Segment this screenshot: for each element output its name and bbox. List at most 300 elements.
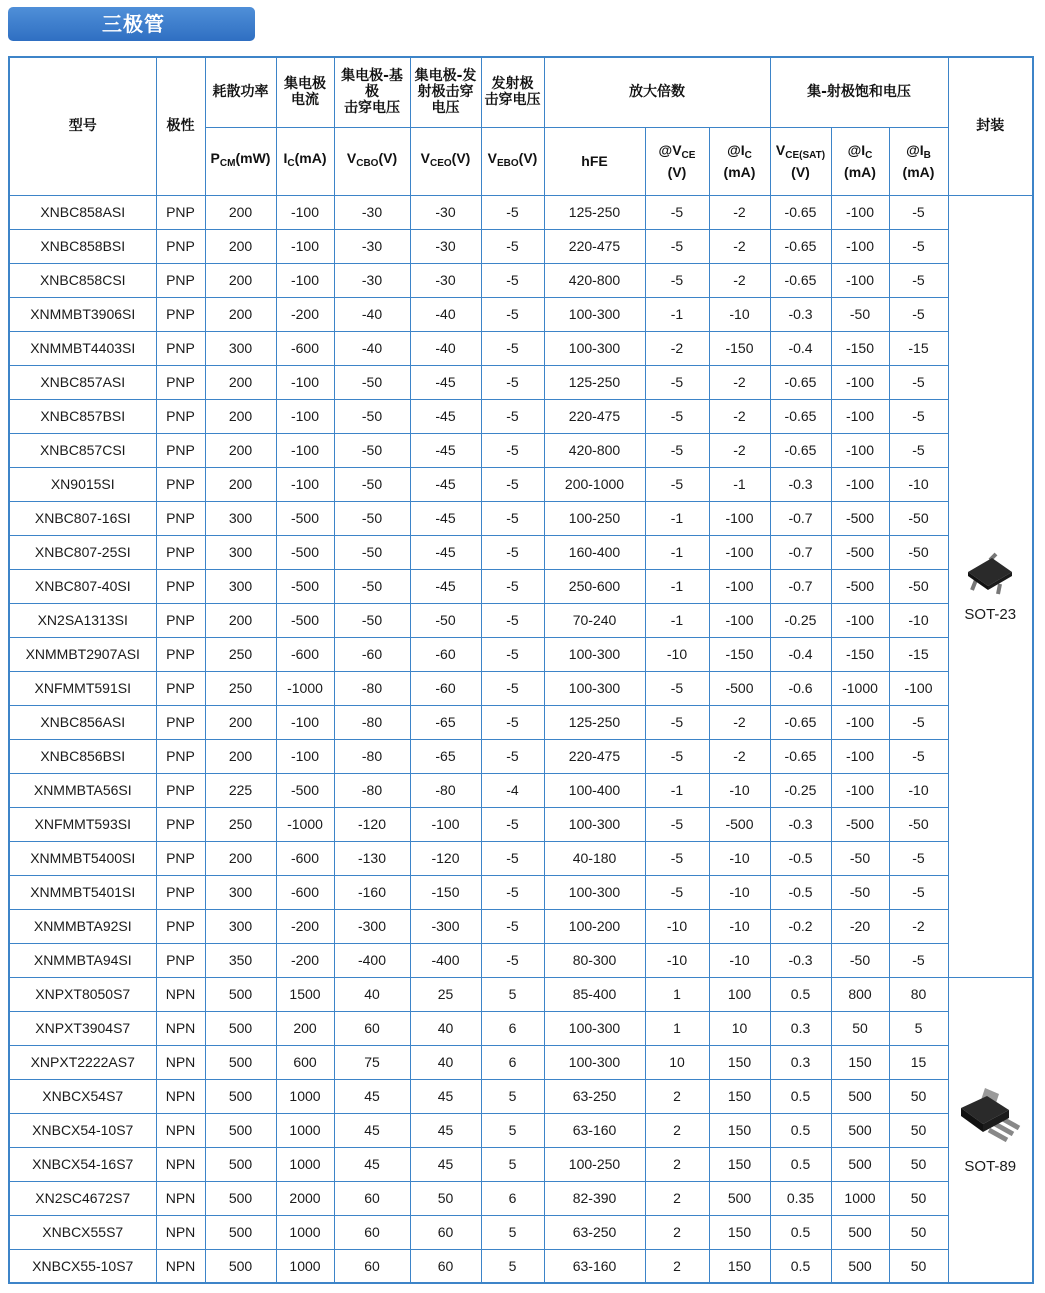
value-cell: -45 — [410, 433, 481, 467]
value-cell: 0.3 — [770, 1045, 831, 1079]
value-cell: 200-1000 — [544, 467, 645, 501]
value-cell: -600 — [276, 331, 334, 365]
value-cell: -50 — [889, 807, 948, 841]
value-cell: -50 — [831, 297, 889, 331]
value-cell: PNP — [156, 331, 205, 365]
value-cell: 500 — [205, 1181, 276, 1215]
value-cell: 200 — [205, 467, 276, 501]
value-cell: -500 — [831, 569, 889, 603]
value-cell: PNP — [156, 569, 205, 603]
package-header: 封装 — [948, 57, 1033, 195]
value-cell: 125-250 — [544, 365, 645, 399]
pcm-unit: $P_{CM}(mW)$ — [205, 127, 276, 195]
model-cell: XNMMBTA94SI — [9, 943, 156, 977]
model-cell: XNBC857BSI — [9, 399, 156, 433]
package-cell — [948, 977, 1033, 1283]
value-cell: -10 — [889, 603, 948, 637]
table-row — [9, 1113, 1033, 1147]
value-cell: 63-250 — [544, 1215, 645, 1249]
value-cell: -5 — [645, 467, 709, 501]
value-cell: 0.5 — [770, 1249, 831, 1283]
value-cell: -5 — [645, 229, 709, 263]
value-cell: -50 — [831, 875, 889, 909]
table-row — [9, 1045, 1033, 1079]
value-cell: -5 — [481, 195, 544, 229]
value-cell: -60 — [410, 637, 481, 671]
value-cell: 6 — [481, 1011, 544, 1045]
value-cell: -100 — [831, 739, 889, 773]
pcm-header: 耗散功率 — [205, 57, 276, 127]
value-cell: -10 — [645, 637, 709, 671]
value-cell: 60 — [334, 1181, 410, 1215]
value-cell: -200 — [276, 297, 334, 331]
value-cell: PNP — [156, 467, 205, 501]
value-cell: -5 — [481, 637, 544, 671]
value-cell: -150 — [709, 637, 770, 671]
saturation-header: 集-射极饱和电压 — [770, 57, 948, 127]
value-cell: NPN — [156, 977, 205, 1011]
value-cell: 80-300 — [544, 943, 645, 977]
value-cell: -50 — [410, 603, 481, 637]
value-cell: NPN — [156, 1249, 205, 1283]
vcbo-unit: $V_{CBO}(V)$ — [334, 127, 410, 195]
at-vce-unit: $@V_{CE}$ (V) — [645, 127, 709, 195]
value-cell: NPN — [156, 1079, 205, 1113]
value-cell: -50 — [334, 501, 410, 535]
value-cell: -5 — [481, 433, 544, 467]
model-cell: XNMMBT4403SI — [9, 331, 156, 365]
value-cell: -5 — [889, 263, 948, 297]
value-cell: NPN — [156, 1011, 205, 1045]
value-cell: -1 — [709, 467, 770, 501]
value-cell: -150 — [709, 331, 770, 365]
value-cell: -0.7 — [770, 501, 831, 535]
value-cell: -1 — [645, 603, 709, 637]
value-cell: -200 — [276, 909, 334, 943]
value-cell: 5 — [481, 1147, 544, 1181]
model-cell: XN2SC4672S7 — [9, 1181, 156, 1215]
value-cell: 200 — [205, 365, 276, 399]
value-cell: 500 — [205, 1147, 276, 1181]
value-cell: 200 — [205, 297, 276, 331]
value-cell: -0.65 — [770, 195, 831, 229]
model-cell: XNFMMT593SI — [9, 807, 156, 841]
value-cell: -80 — [410, 773, 481, 807]
value-cell: 100-300 — [544, 671, 645, 705]
value-cell: -100 — [709, 535, 770, 569]
value-cell: NPN — [156, 1147, 205, 1181]
value-cell: 2 — [645, 1215, 709, 1249]
value-cell: 220-475 — [544, 739, 645, 773]
value-cell: 200 — [205, 841, 276, 875]
value-cell: -50 — [334, 535, 410, 569]
value-cell: 100-300 — [544, 807, 645, 841]
value-cell: -0.65 — [770, 263, 831, 297]
value-cell: 2 — [645, 1249, 709, 1283]
value-cell: -300 — [334, 909, 410, 943]
value-cell: -5 — [645, 195, 709, 229]
value-cell: 500 — [205, 1079, 276, 1113]
value-cell: 100 — [709, 977, 770, 1011]
value-cell: -20 — [831, 909, 889, 943]
model-cell: XNMMBTA56SI — [9, 773, 156, 807]
value-cell: 63-250 — [544, 1079, 645, 1113]
value-cell: 1000 — [831, 1181, 889, 1215]
value-cell: 500 — [205, 1113, 276, 1147]
model-cell: XNBC858ASI — [9, 195, 156, 229]
value-cell: 150 — [709, 1249, 770, 1283]
value-cell: -5 — [645, 739, 709, 773]
value-cell: -80 — [334, 705, 410, 739]
value-cell: -100 — [276, 263, 334, 297]
value-cell: 5 — [481, 1249, 544, 1283]
value-cell: -2 — [709, 433, 770, 467]
value-cell: 600 — [276, 1045, 334, 1079]
value-cell: 160-400 — [544, 535, 645, 569]
value-cell: -10 — [709, 297, 770, 331]
value-cell: 420-800 — [544, 433, 645, 467]
value-cell: 10 — [709, 1011, 770, 1045]
value-cell: -500 — [276, 535, 334, 569]
ic-header: 集电极 电流 — [276, 57, 334, 127]
model-cell: XNBC856BSI — [9, 739, 156, 773]
value-cell: -5 — [645, 399, 709, 433]
value-cell: 500 — [831, 1215, 889, 1249]
table-body — [9, 195, 1033, 1283]
value-cell: PNP — [156, 365, 205, 399]
value-cell: PNP — [156, 263, 205, 297]
value-cell: -0.4 — [770, 331, 831, 365]
value-cell: -5 — [889, 739, 948, 773]
value-cell: 100-200 — [544, 909, 645, 943]
value-cell: PNP — [156, 603, 205, 637]
value-cell: 200 — [205, 229, 276, 263]
model-cell: XNBCX55-10S7 — [9, 1249, 156, 1283]
value-cell: 125-250 — [544, 705, 645, 739]
value-cell: 1000 — [276, 1113, 334, 1147]
value-cell: 350 — [205, 943, 276, 977]
table-row — [9, 1011, 1033, 1045]
value-cell: -5 — [481, 807, 544, 841]
value-cell: -15 — [889, 331, 948, 365]
table-row — [9, 399, 1033, 433]
value-cell: -5 — [481, 501, 544, 535]
at-ic2-unit: $@I_C$ (mA) — [831, 127, 889, 195]
table-row — [9, 875, 1033, 909]
value-cell: -0.7 — [770, 569, 831, 603]
table-row — [9, 909, 1033, 943]
value-cell: -160 — [334, 875, 410, 909]
value-cell: 70-240 — [544, 603, 645, 637]
value-cell: -0.5 — [770, 841, 831, 875]
value-cell: -45 — [410, 535, 481, 569]
value-cell: 200 — [276, 1011, 334, 1045]
value-cell: -5 — [481, 841, 544, 875]
value-cell: -100 — [831, 705, 889, 739]
value-cell: 40 — [410, 1045, 481, 1079]
vcbo-header: 集电极-基 极 击穿电压 — [334, 57, 410, 127]
header-row-labels — [9, 57, 1033, 127]
value-cell: -50 — [334, 603, 410, 637]
value-cell: 800 — [831, 977, 889, 1011]
value-cell: 200 — [205, 399, 276, 433]
value-cell: 250-600 — [544, 569, 645, 603]
table-row — [9, 229, 1033, 263]
model-cell: XNBC857ASI — [9, 365, 156, 399]
value-cell: -50 — [889, 569, 948, 603]
value-cell: 1000 — [276, 1079, 334, 1113]
value-cell: -100 — [831, 433, 889, 467]
value-cell: -600 — [276, 637, 334, 671]
value-cell: -5 — [481, 365, 544, 399]
value-cell: -50 — [889, 501, 948, 535]
value-cell: -5 — [481, 603, 544, 637]
at-ic-unit: $@I_C$ (mA) — [709, 127, 770, 195]
polarity-header: 极性 — [156, 57, 205, 195]
model-cell: XNMMBT5400SI — [9, 841, 156, 875]
value-cell: -100 — [276, 433, 334, 467]
table-row — [9, 773, 1033, 807]
value-cell: -100 — [276, 365, 334, 399]
table-row — [9, 637, 1033, 671]
value-cell: -5 — [481, 263, 544, 297]
value-cell: 75 — [334, 1045, 410, 1079]
value-cell: -5 — [481, 705, 544, 739]
value-cell: -0.25 — [770, 773, 831, 807]
value-cell: -40 — [410, 331, 481, 365]
vceo-header: 集电极-发 射极击穿 电压 — [410, 57, 481, 127]
model-cell: XNBC856ASI — [9, 705, 156, 739]
value-cell: NPN — [156, 1113, 205, 1147]
value-cell: -50 — [889, 535, 948, 569]
value-cell: -10 — [889, 467, 948, 501]
value-cell: -5 — [481, 297, 544, 331]
value-cell: -5 — [645, 365, 709, 399]
value-cell: 40-180 — [544, 841, 645, 875]
value-cell: -5 — [481, 875, 544, 909]
value-cell: -1000 — [276, 807, 334, 841]
value-cell: 40 — [410, 1011, 481, 1045]
value-cell: -0.2 — [770, 909, 831, 943]
value-cell: PNP — [156, 637, 205, 671]
value-cell: -100 — [276, 195, 334, 229]
value-cell: -100 — [831, 365, 889, 399]
value-cell: -100 — [889, 671, 948, 705]
value-cell: -500 — [276, 501, 334, 535]
model-cell: XN9015SI — [9, 467, 156, 501]
package-label: SOT-23 — [964, 605, 1017, 623]
value-cell: -5 — [481, 229, 544, 263]
model-cell: XNFMMT591SI — [9, 671, 156, 705]
value-cell: -1 — [645, 569, 709, 603]
value-cell: PNP — [156, 195, 205, 229]
value-cell: NPN — [156, 1181, 205, 1215]
model-cell: XNBC858BSI — [9, 229, 156, 263]
value-cell: -100 — [276, 705, 334, 739]
value-cell: 5 — [889, 1011, 948, 1045]
value-cell: 0.5 — [770, 977, 831, 1011]
table-row — [9, 433, 1033, 467]
value-cell: -65 — [410, 739, 481, 773]
value-cell: -50 — [334, 569, 410, 603]
value-cell: 0.5 — [770, 1215, 831, 1249]
value-cell: -30 — [334, 229, 410, 263]
value-cell: 45 — [410, 1113, 481, 1147]
value-cell: 500 — [709, 1181, 770, 1215]
value-cell: -5 — [481, 399, 544, 433]
value-cell: PNP — [156, 671, 205, 705]
value-cell: -45 — [410, 399, 481, 433]
value-cell: -0.65 — [770, 739, 831, 773]
value-cell: -10 — [709, 841, 770, 875]
model-cell: XNBC807-40SI — [9, 569, 156, 603]
value-cell: -0.5 — [770, 875, 831, 909]
value-cell: -45 — [410, 467, 481, 501]
value-cell: -2 — [709, 365, 770, 399]
value-cell: -150 — [410, 875, 481, 909]
value-cell: -600 — [276, 841, 334, 875]
value-cell: 250 — [205, 637, 276, 671]
value-cell: 300 — [205, 569, 276, 603]
value-cell: -45 — [410, 365, 481, 399]
value-cell: -5 — [889, 195, 948, 229]
value-cell: -100 — [276, 399, 334, 433]
value-cell: -30 — [334, 195, 410, 229]
value-cell: -150 — [831, 331, 889, 365]
value-cell: 100-400 — [544, 773, 645, 807]
value-cell: -5 — [889, 433, 948, 467]
value-cell: 500 — [205, 977, 276, 1011]
table-row — [9, 331, 1033, 365]
value-cell: -0.65 — [770, 229, 831, 263]
table-row — [9, 977, 1033, 1011]
value-cell: -5 — [481, 331, 544, 365]
model-cell: XNBC857CSI — [9, 433, 156, 467]
value-cell: 125-250 — [544, 195, 645, 229]
value-cell: 200 — [205, 433, 276, 467]
value-cell: 50 — [889, 1147, 948, 1181]
vebo-header: 发射极 击穿电压 — [481, 57, 544, 127]
value-cell: -40 — [410, 297, 481, 331]
value-cell: -500 — [831, 807, 889, 841]
value-cell: -0.3 — [770, 297, 831, 331]
value-cell: -10 — [709, 773, 770, 807]
value-cell: 500 — [831, 1079, 889, 1113]
value-cell: -5 — [889, 365, 948, 399]
value-cell: 200 — [205, 195, 276, 229]
value-cell: -400 — [334, 943, 410, 977]
value-cell: -150 — [831, 637, 889, 671]
value-cell: NPN — [156, 1215, 205, 1249]
value-cell: -5 — [889, 943, 948, 977]
value-cell: PNP — [156, 535, 205, 569]
value-cell: -5 — [645, 875, 709, 909]
value-cell: 250 — [205, 807, 276, 841]
value-cell: 150 — [709, 1079, 770, 1113]
value-cell: 220-475 — [544, 229, 645, 263]
value-cell: 100-300 — [544, 1011, 645, 1045]
value-cell: 63-160 — [544, 1113, 645, 1147]
value-cell: -100 — [831, 603, 889, 637]
value-cell: 45 — [334, 1113, 410, 1147]
value-cell: -0.6 — [770, 671, 831, 705]
value-cell: 200 — [205, 705, 276, 739]
value-cell: -10 — [709, 943, 770, 977]
value-cell: -100 — [276, 739, 334, 773]
value-cell: -1000 — [831, 671, 889, 705]
value-cell: 2 — [645, 1079, 709, 1113]
value-cell: 50 — [410, 1181, 481, 1215]
value-cell: -5 — [889, 841, 948, 875]
value-cell: PNP — [156, 501, 205, 535]
model-cell: XNBCX54S7 — [9, 1079, 156, 1113]
value-cell: -80 — [334, 739, 410, 773]
table-row — [9, 943, 1033, 977]
value-cell: -500 — [276, 773, 334, 807]
model-cell: XNPXT2222AS7 — [9, 1045, 156, 1079]
value-cell: PNP — [156, 433, 205, 467]
value-cell: -1 — [645, 535, 709, 569]
value-cell: -100 — [709, 569, 770, 603]
model-cell: XNMMBT5401SI — [9, 875, 156, 909]
value-cell: -50 — [334, 433, 410, 467]
value-cell: -30 — [334, 263, 410, 297]
section-title: 三极管 — [8, 7, 255, 41]
value-cell: 500 — [205, 1249, 276, 1283]
value-cell: -100 — [831, 399, 889, 433]
value-cell: 1 — [645, 977, 709, 1011]
value-cell: 45 — [410, 1147, 481, 1181]
value-cell: 50 — [831, 1011, 889, 1045]
value-cell: -5 — [889, 875, 948, 909]
value-cell: -30 — [410, 195, 481, 229]
value-cell: 25 — [410, 977, 481, 1011]
value-cell: 60 — [410, 1215, 481, 1249]
sot23-package-icon — [962, 550, 1018, 598]
model-cell: XNBCX54-10S7 — [9, 1113, 156, 1147]
value-cell: 2 — [645, 1113, 709, 1147]
model-cell: XNMMBTA92SI — [9, 909, 156, 943]
value-cell: -100 — [831, 263, 889, 297]
value-cell: 300 — [205, 875, 276, 909]
value-cell: 150 — [831, 1045, 889, 1079]
sot89-package-icon — [955, 1084, 1025, 1150]
value-cell: -100 — [831, 467, 889, 501]
value-cell: -100 — [709, 501, 770, 535]
value-cell: -10 — [645, 943, 709, 977]
value-cell: -1 — [645, 501, 709, 535]
value-cell: -2 — [709, 739, 770, 773]
value-cell: -60 — [410, 671, 481, 705]
table-row — [9, 1249, 1033, 1283]
value-cell: 200 — [205, 603, 276, 637]
value-cell: 60 — [410, 1249, 481, 1283]
value-cell: -5 — [481, 671, 544, 705]
value-cell: PNP — [156, 297, 205, 331]
value-cell: -0.4 — [770, 637, 831, 671]
table-row — [9, 297, 1033, 331]
value-cell: 60 — [334, 1249, 410, 1283]
value-cell: -120 — [410, 841, 481, 875]
table-row — [9, 671, 1033, 705]
value-cell: 300 — [205, 331, 276, 365]
value-cell: PNP — [156, 909, 205, 943]
value-cell: -5 — [645, 433, 709, 467]
value-cell: -5 — [889, 229, 948, 263]
value-cell: 50 — [889, 1215, 948, 1249]
value-cell: 40 — [334, 977, 410, 1011]
value-cell: -2 — [709, 195, 770, 229]
